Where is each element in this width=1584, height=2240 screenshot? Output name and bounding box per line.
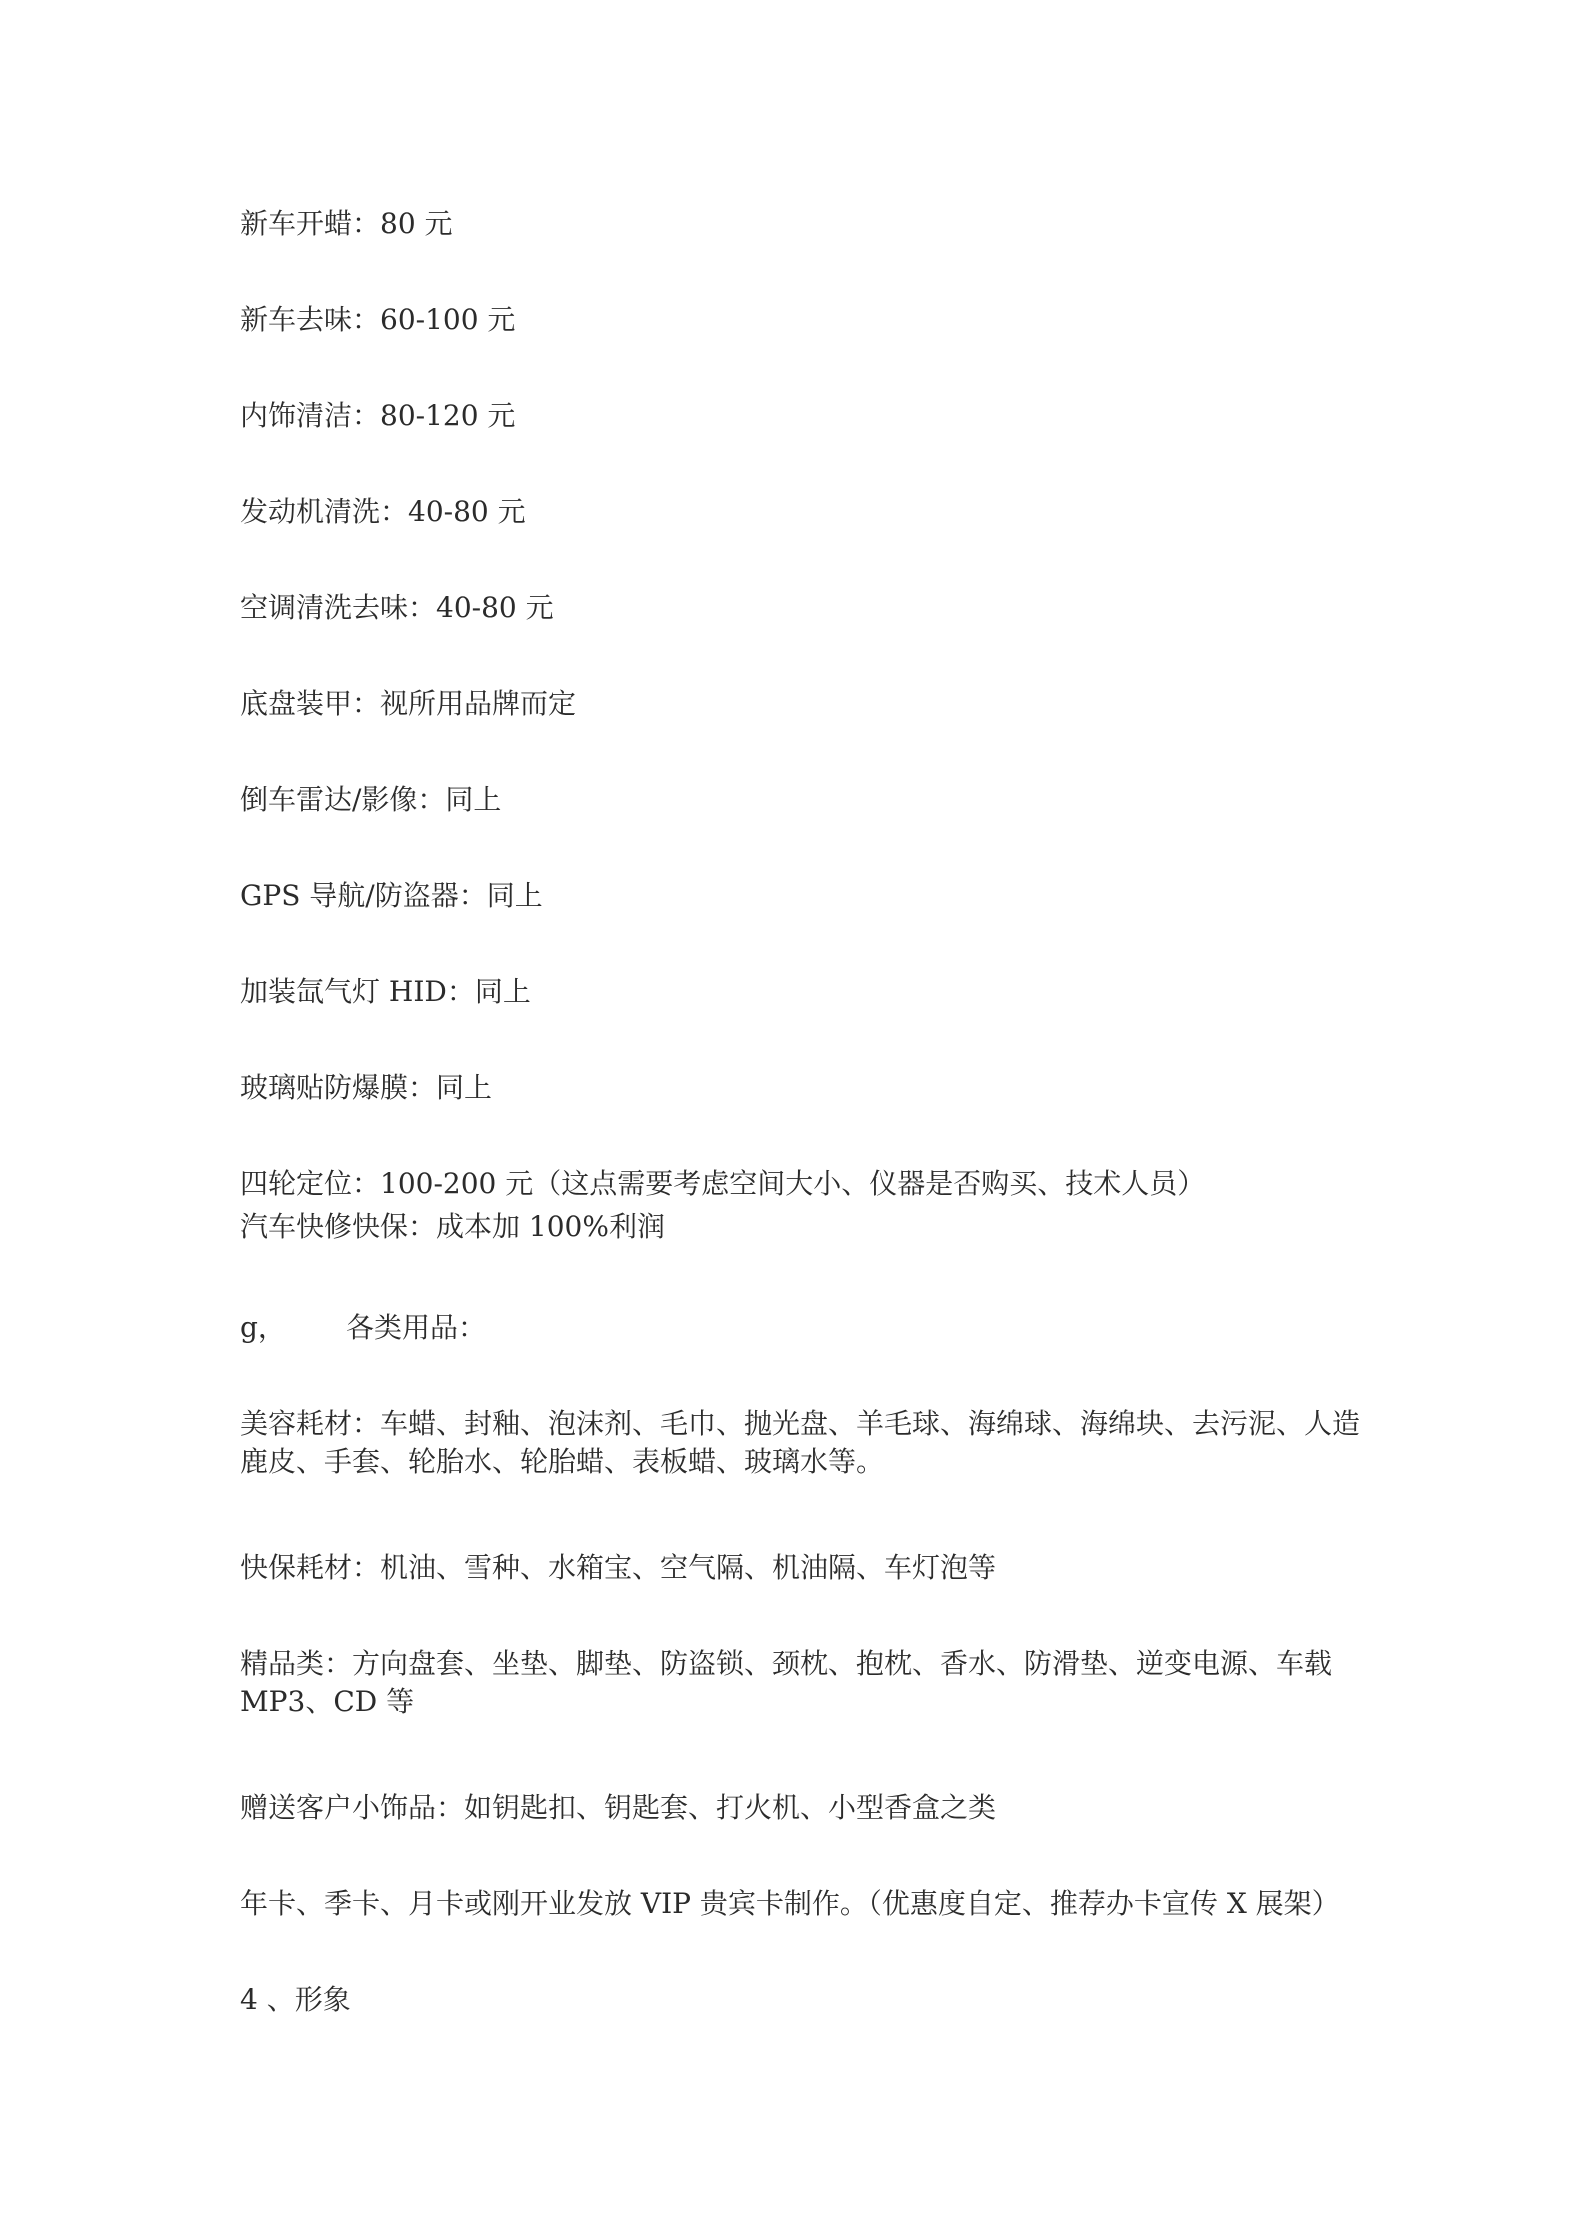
paragraph-customer-gifts: 赠送客户小饰品：如钥匙扣、钥匙套、打火机、小型香盒之类 — [240, 1791, 997, 1824]
section-title: 各类用品： — [345, 1311, 486, 1344]
paragraph-service-consumables: 快保耗材：机油、雪种、水箱宝、空气隔、机油隔、车灯泡等 — [240, 1551, 997, 1584]
section-heading-g — [240, 1309, 486, 1347]
price-line-new-car-wax: 新车开蜡：80 元 — [240, 207, 453, 240]
price-line-hid: 加装氙气灯 HID：同上 — [240, 975, 531, 1008]
paragraph-premium-products: 精品类：方向盘套、坐垫、脚垫、防盗锁、颈枕、抱枕、香水、防滑垫、逆变电源、车载 MP3、CD 等 — [240, 1647, 1333, 1718]
price-line-quick-service: 汽车快修快保：成本加 100%利润 — [240, 1210, 665, 1243]
price-line-gps: GPS 导航/防盗器：同上 — [240, 879, 543, 912]
price-line-interior-cleaning: 内饰清洁：80-120 元 — [240, 399, 516, 432]
price-line-ac-cleaning: 空调清洗去味：40-80 元 — [240, 591, 554, 624]
price-line-wheel-alignment: 四轮定位：100-200 元（这点需要考虑空间大小、仪器是否购买、技术人员） — [240, 1167, 1206, 1200]
paragraph-beauty-consumables: 美容耗材：车蜡、封釉、泡沫剂、毛巾、抛光盘、羊毛球、海绵球、海绵块、去污泥、人造鹿皮、手套、轮胎水、轮胎蜡、表板蜡、玻璃水等。 — [240, 1407, 1361, 1478]
section-marker: g， — [240, 1311, 286, 1344]
price-line-engine-wash: 发动机清洗：40-80 元 — [240, 495, 526, 528]
price-line-undercoating: 底盘装甲：视所用品牌而定 — [240, 687, 577, 720]
paragraph-membership-cards: 年卡、季卡、月卡或刚开业发放 VIP 贵宾卡制作。（优惠度自定、推荐办卡宣传 X 展架） — [240, 1887, 1340, 1920]
heading-section-4: 4 、形象 — [240, 1983, 351, 2016]
price-line-reverse-radar: 倒车雷达/影像：同上 — [240, 783, 502, 816]
price-line-window-film: 玻璃贴防爆膜：同上 — [240, 1071, 493, 1104]
price-line-new-car-odor: 新车去味：60-100 元 — [240, 303, 516, 336]
